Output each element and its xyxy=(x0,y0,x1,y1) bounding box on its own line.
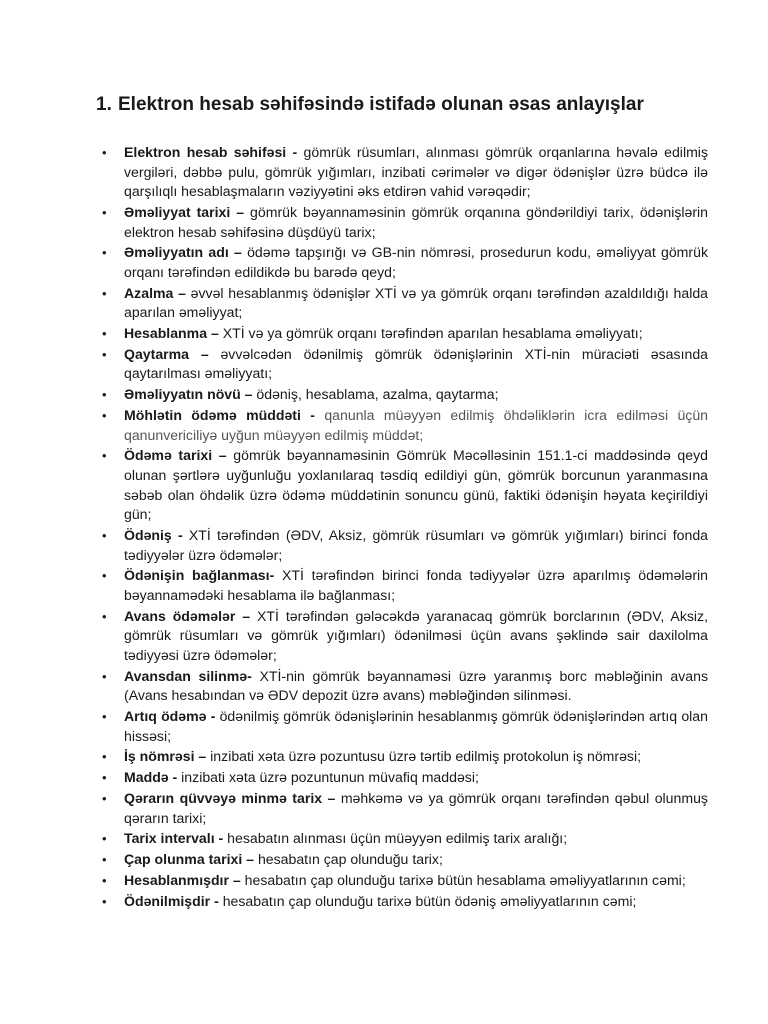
term-separator: - xyxy=(210,892,223,909)
bullet-icon: • xyxy=(102,245,107,261)
bullet-icon: • xyxy=(102,791,107,806)
definition-term: Elektron hesab səhifəsi xyxy=(124,144,287,160)
definition-item xyxy=(96,324,708,344)
bullet-icon: • xyxy=(102,872,107,888)
definition-item xyxy=(96,768,708,788)
definition-text: inzibati xəta üzrə pozuntusu üzrə tərtib edilmiş protokolun iş nömrəsi; xyxy=(210,748,642,765)
bullet-icon: • xyxy=(102,448,107,464)
term-separator: – xyxy=(228,244,248,261)
definition-text: məhkəmə və ya gömrük orqanı tərəfindən qəbul olunmuş qərarın tarixi; xyxy=(124,790,708,826)
term-separator: - xyxy=(286,144,304,160)
definition-list xyxy=(96,143,708,911)
definition-text: hesabatın çap olunduğu tarixə bütün hesablama əməliyyatlarının cəmi; xyxy=(244,871,686,888)
bullet-icon: • xyxy=(102,387,107,403)
definition-text: XTİ tərəfindən (ƏDV, Aksiz, gömrük rüsumları və gömrük yığımları) birinci fonda tədiyyələr üzrə ödəmələr; xyxy=(124,526,708,563)
definition-item xyxy=(96,203,708,242)
term-separator: - xyxy=(247,667,260,684)
definition-term: Tarix intervalı xyxy=(124,830,215,847)
definition-item xyxy=(96,829,708,849)
definition-text: qanunla müəyyən edilmiş öhdəliklərin icra edilməsi üçün qanunvericiliyə uyğun müəyyən edilmiş müddət; xyxy=(124,407,709,443)
definition-term: Ödənişin bağlanması xyxy=(124,567,270,584)
section-number: 1. xyxy=(96,94,112,115)
term-separator: – xyxy=(230,203,251,220)
term-separator: - xyxy=(214,830,228,847)
definition-item xyxy=(96,243,708,282)
definition-text: ödənilmiş gömrük ödənişlərinin hesablanmış gömrük ödənişlərindən artıq olan hissəsi; xyxy=(124,708,708,744)
definition-item xyxy=(96,284,708,323)
definition-term: Əməliyyatın adı xyxy=(124,244,229,261)
definition-term: İş nömrəsi xyxy=(124,748,195,765)
definition-item xyxy=(96,345,708,384)
term-separator: - xyxy=(168,769,182,786)
definition-term: Ödəmə tarixi xyxy=(124,447,213,464)
definition-term: Çap olunma tarixi xyxy=(124,851,243,868)
definition-item xyxy=(96,892,708,912)
term-separator: – xyxy=(189,345,221,362)
definition-item xyxy=(96,871,708,891)
term-separator: – xyxy=(194,748,211,765)
definition-item xyxy=(96,143,708,202)
section-heading xyxy=(96,94,708,116)
bullet-icon: • xyxy=(102,749,107,765)
definition-text: XTİ tərəfindən gələcəkdə yaranacaq gömrük borclarının (ƏDV, Aksiz, gömrük rüsumları və gömrük yığımları) ödənilməsi üçün avans şəklində sair daxilolma tədiyyəsi üzrə ödəmələr; xyxy=(124,607,709,663)
term-separator: – xyxy=(212,447,234,464)
term-separator: – xyxy=(240,386,257,403)
term-separator: - xyxy=(171,526,189,543)
definition-term: Əməliyyatın növü xyxy=(124,386,241,403)
definition-text: gömrük rüsumları, alınması gömrük orqanlarına həvalə edilmiş vergiləri, dəbbə pulu, gömrük yığımları, inzibati cərimələr və digər ödənişlər üzrə büdcə ilə qarşılıqlı hesablaşmaların vəziyyətini əks etdirən vahid vərəqədir; xyxy=(124,144,708,200)
definition-text: əvvəl hesablanmış ödənişlər XTİ və ya gömrük orqanı tərəfindən azaldıldığı halda aparılan əməliyyat; xyxy=(124,284,709,321)
term-separator: – xyxy=(173,284,191,301)
bullet-icon: • xyxy=(102,346,107,362)
term-separator: - xyxy=(206,708,220,725)
definition-text: ödəniş, hesablama, azalma, qaytarma; xyxy=(256,386,499,403)
definition-term: Artıq ödəmə xyxy=(124,708,207,725)
definition-term: Əməliyyat tarixi xyxy=(124,203,231,220)
bullet-icon: • xyxy=(102,326,107,342)
term-separator: - xyxy=(300,407,325,424)
bullet-icon: • xyxy=(102,408,107,424)
definition-term: Qaytarma xyxy=(124,345,190,362)
definition-item xyxy=(96,406,708,445)
definition-text: XTİ tərəfindən birinci fonda tədiyyələr üzrə aparılmış ödəmələrin bəyannamədəki hesablama ilə bağlanması; xyxy=(124,567,708,603)
bullet-icon: • xyxy=(102,145,107,160)
definition-term: Maddə xyxy=(124,769,169,786)
bullet-icon: • xyxy=(102,893,107,909)
definition-item xyxy=(96,667,708,706)
definition-item xyxy=(96,747,708,767)
definition-term: Hesablanma xyxy=(124,325,208,342)
bullet-icon: • xyxy=(102,831,107,847)
definition-term: Hesablanmışdır xyxy=(124,871,229,888)
definition-term: Ödəniş xyxy=(124,526,172,543)
definition-text: hesabatın çap olunduğu tarix; xyxy=(257,851,443,868)
bullet-icon: • xyxy=(102,527,107,543)
section-title: Elektron hesab səhifəsində istifadə olunan əsas anlayışlar xyxy=(118,94,644,115)
bullet-icon: • xyxy=(102,668,107,684)
definition-item xyxy=(96,566,708,605)
definition-term: Avansdan silinmə xyxy=(124,667,248,684)
definition-text: inzibati xəta üzrə pozuntunun müvafiq maddəsi; xyxy=(181,769,479,786)
term-separator: – xyxy=(207,325,223,342)
term-separator: – xyxy=(228,871,245,888)
term-separator: – xyxy=(235,607,258,624)
bullet-icon: • xyxy=(102,285,107,301)
definition-term: Möhlətin ödəmə müddəti xyxy=(124,407,301,424)
term-separator: – xyxy=(322,790,341,806)
bullet-icon: • xyxy=(102,770,107,786)
bullet-icon: • xyxy=(102,568,107,584)
definition-term: Azalma xyxy=(124,284,174,301)
definition-item xyxy=(96,446,708,524)
definition-term: Ödənilmişdir xyxy=(124,892,211,909)
definition-text: əvvəlcədən ödənilmiş gömrük ödənişlərinin XTİ-nin müraciəti əsasında qaytarılması əməliyyatı; xyxy=(124,345,708,382)
definition-item xyxy=(96,526,708,565)
bullet-icon: • xyxy=(102,709,107,725)
term-separator: – xyxy=(242,851,258,868)
definition-term: Qərarın qüvvəyə minmə tarix xyxy=(124,790,323,806)
definition-text: hesabatın çap olunduğu tarixə bütün ödəniş əməliyyatlarının cəmi; xyxy=(222,892,637,909)
definition-term: Avans ödəmələr xyxy=(124,607,236,624)
bullet-icon: • xyxy=(102,852,107,868)
term-separator: - xyxy=(269,567,282,584)
definition-text: gömrük bəyannaməsinin Gömrük Məcəlləsinin 151.1-ci maddəsində qeyd olunan şərtlərə uyğunluğu yoxlanılaraq təsdiq edildiyi gün, gömrük borcunun yaranmasına səbəb olan öhdəlik üzrə ödəmə müddətinin sonuncu günü, faktiki ödənişin həyata keçirildiyi gün; xyxy=(124,447,708,523)
definition-item xyxy=(96,789,708,828)
definition-text: gömrük bəyannaməsinin gömrük orqanına göndərildiyi tarix, ödənişlərin elektron hesab səhifəsinə düşdüyü tarix; xyxy=(124,203,709,240)
definition-item xyxy=(96,607,708,666)
definition-item xyxy=(96,850,708,870)
definition-text: ödəmə tapşırığı və GB-nin nömrəsi, prosedurun kodu, əməliyyat gömrük orqanı tərəfindən edildikdə bu barədə qeyd; xyxy=(124,244,708,280)
bullet-icon: • xyxy=(102,204,107,220)
definition-item xyxy=(96,707,708,746)
bullet-icon: • xyxy=(102,608,107,624)
definition-text: XTİ-nin gömrük bəyannaməsi üzrə yaranmış borc məbləğinin avans (Avans hesabından və ƏDV depozit üzrə avans) məbləğindən silinməsi. xyxy=(124,667,708,704)
definition-text: XTİ və ya gömrük orqanı tərəfindən aparılan hesablama əməliyyatı; xyxy=(222,325,643,342)
definition-text: hesabatın alınması üçün müəyyən edilmiş tarix aralığı; xyxy=(227,830,568,847)
definition-item xyxy=(96,385,708,405)
